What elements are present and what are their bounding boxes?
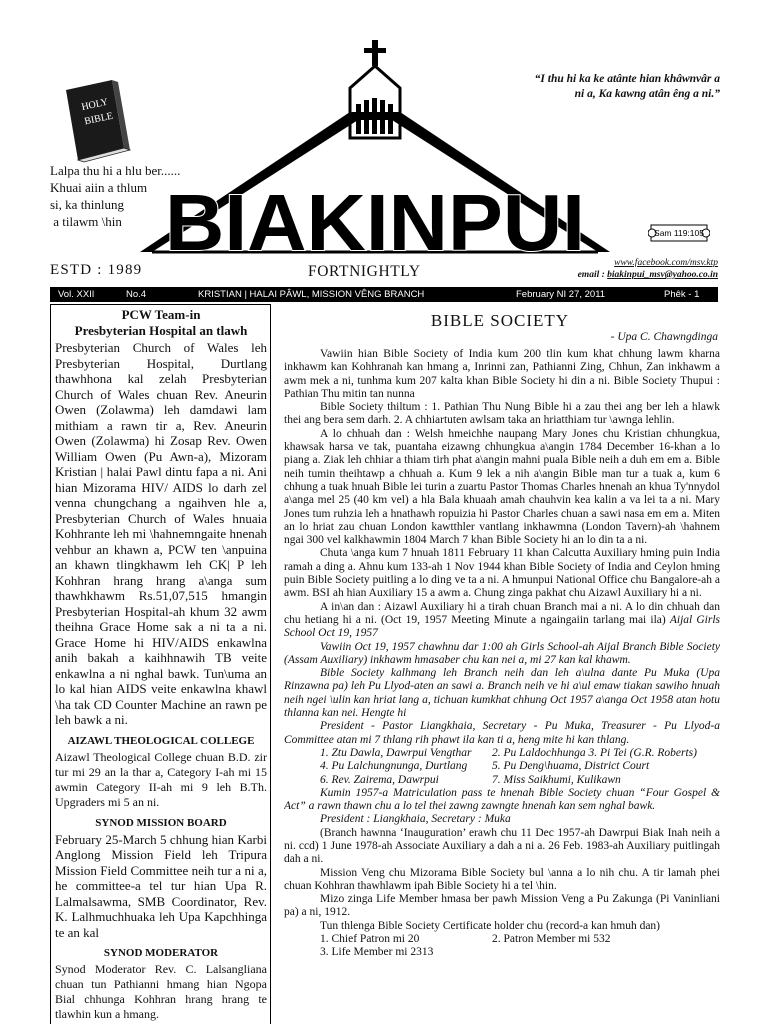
bible-label-2: BIBLE <box>83 110 115 128</box>
motto <box>440 72 720 102</box>
news-body: Synod Moderator Rev. C. Lalsangliana chuan tun Pathianni hmang hian Ngopa Bial chhunga Kohhran hrang hrang te tlawhin kun a hmang. <box>55 962 267 1021</box>
verse-line: a tilawm \hin <box>50 214 122 229</box>
news-body: Presbyterian Church of Wales leh Presbyterian Hospital, Durtlang thawhhona kal zelah Presbyterian Church of Wales chuan Rev. Aneurin Owen (Zolawma) leh damdawi lam mithiam a rawn tir a, Rev. Aneurin Owen (Zolawma) hi Zosap Rev. Owen William Owen (Pu Awn-a), Mizoram Kristian | halai Pawl dintu fapa a ni. Ani hian Mizorama HIV/ AIDS lo darh zel venna chungchang a ngaihven hle a, Presbyterian Church of Wales hnuaia Kohhrante leh mi \hahnemngaite hnenah vehbur an khawn a, PCW ten \anpuina an khawn tlingkhawm leh CK| P leh Kohhran hrang hrang a\anga sum thawhkhawm Rs.51,07,515 hmangin Presbyterian Hospital-ah khum 32 awm theihna Grace Home sak a ni ta a ni. Grace Home hi HIV/AIDS enkawlna anih bakah a kaihhnawih TB veite enkawlna a ni nghal bawk. Tun\uma an lo kal hian AIDS veite enkawlna khawl \ha tak CD Counter Machine an rawn pe leh bawk a ni. <box>55 340 267 727</box>
bible-label-1: HOLY <box>80 96 110 114</box>
news-column <box>50 304 271 1024</box>
paragraph: (Branch hawnna ‘Inauguration’ erawh chu 11 Dec 1957-ah Dawrpui Biak Inah neih a ni. ccd) 1 June 1978-ah Associate Auxiliary a dah a ni a. 26 Feb. 1983-ah Auxiliary puitlingah dah a ni. <box>284 826 720 866</box>
paragraph: President - Pastor Liangkhaia, Secretary - Pu Muka, Treasurer - Pu Llyod-a Committee atan mi 7 thlang rih phawt ila kan ti a, heng mite hi kan thlang. <box>284 720 720 746</box>
member-list-row: 3. Life Member mi 2313 <box>320 946 434 959</box>
paragraph: Tun thlenga Bible Society Certificate holder chu (record-a kan hmuh dan) <box>320 919 661 932</box>
established-year: ESTD : 1989 <box>50 262 143 278</box>
paragraph: Vawiin hian Bible Society of India kum 200 tlin kum khat chhung lawm kharna inkhawm kan Kohhranah kan hmang a, Inrinni zan, Pathianni Zing, Chhun, Zan inkhawm a awm mek a ni, tunhma kum 207 kalta khan Bible Society hi din a ni. Bible Society Thupui : Pathian Thu mitin tan nunna <box>284 348 720 400</box>
paragraph: President : Liangkhaia, Secretary : Muka <box>320 813 511 826</box>
page-number: Phêk - 1 <box>664 289 700 300</box>
website-link[interactable]: www.facebook.com/msv.ktp <box>614 258 718 268</box>
paragraph: A in\an dan : Aizawl Auxiliary hi a tirah chuan Branch mai a ni. A lo din chhuah dan chu hetiang hi a ni. (Oct 19, 1957 Meeting Minute a ngaingaiin tarlang mai ila) Aijal Girls School Oct 19, 1957 <box>284 600 720 640</box>
news-subheading: AIZAWL THEOLOGICAL COLLEGE <box>67 734 255 747</box>
member-list-row: 1. Chief Patron mi 20 2. Patron Member mi 532 <box>320 933 611 946</box>
verse-line: Khuai aiin a thlum <box>50 180 148 195</box>
issue-date: February NI 27, 2011 <box>516 289 606 300</box>
committee-row: 4. Pu Lalchungnunga, Durtlang 5. Pu Deng\huama, District Court <box>320 760 650 773</box>
article-body <box>284 348 720 1024</box>
motto-line-1: “I thu hi ka ke atânte hian khâwnvâr a <box>534 73 720 85</box>
news-body: February 25-March 5 chhung hian Karbi Anglong Mission Field leh Tripura Mission Field Committee neih tur a ni a, he committee-a tel tur hian Upa R. Lalmalsawma, SMB Coordinator, Rev. K. Lalhmuchhuaka leh Upa Kapchhinga te an kal <box>55 831 267 940</box>
contact-info <box>520 257 718 281</box>
news-body: Aizawl Theological College chuan B.D. zir tur mi 29 an la thar a, Category I-ah mi 15 awmin Category II-ah mi 9 leh B.Th. Upgraders mi 5 an ni. <box>55 749 267 809</box>
scroll-icon <box>648 222 710 244</box>
branch-name: KRISTIAN | HALAI PÂWL, MISSION VÊNG BRANCH <box>198 289 425 300</box>
publication-frequency: FORTNIGHTLY <box>308 263 421 280</box>
verse-line: si, ka thinlung <box>50 197 125 212</box>
issue-info-bar <box>50 287 718 302</box>
issue-number: No.4 <box>126 289 147 300</box>
paragraph: Vawiin Oct 19, 1957 chawhnu dar 1:00 ah Girls School-ah Aijal Branch Bible Society (Assam Auxiliary) inkhawm hmasaber chu kan nei a, mi 27 kan kal khawm. <box>284 640 720 666</box>
masthead-title: BIAKINPUI <box>165 178 585 267</box>
motto-line-2: ni a, Ka kawng atân êng a ni.” <box>574 88 720 100</box>
paragraph: Mizo zinga Life Member hmasa ber pawh Mission Veng a Pu Zakunga (Pi Vaninliani pa) a ni, 1912. <box>284 893 720 919</box>
paragraph: Bible Society thiltum : 1. Pathian Thu Nung Bible hi a zau thei ang ber leh a hlawk thei ang bera sem darh. 2. A chhiartuten awlsam taka an hriatthiam tur \awnga lehlin. <box>284 401 720 427</box>
paragraph: Kumin 1957-a Matriculation pass te hnenah Bible Society chuan “Four Gospel & Act” a rawn thawn chu a lo tel thei zawng zawngte hnenah kan sem nghal bawk. <box>284 786 720 813</box>
committee-row: 6. Rev. Zairema, Dawrpui 7. Miss Saikhumi, Kulikawn <box>320 773 621 786</box>
paragraph: Chuta \anga kum 7 hnuah 1811 February 11 khan Calcutta Auxiliary hming puin India ramah a ding a. Ahnu kum 133-ah 1 Nov 1944 khan Bible Society of India and Ceylon hming puin Bible Society puitling a lo ding ve ta a ni. A hmunpui National Office chu Bangalore-ah a awm. BSI ah hian Auxiliary 15 a awm a. Chung zinga pakhat chu Aizawl Auxiliary hi a ni. <box>284 547 720 600</box>
news-heading: PCW Team-in <box>121 307 201 322</box>
email-label: email : <box>577 270 605 280</box>
scroll-reference: Sam 119:105 <box>654 228 704 238</box>
lalpa-verse <box>50 162 230 230</box>
article-byline: - Upa C. Chawngdinga <box>610 331 718 343</box>
news-subheading: SYNOD MODERATOR <box>103 947 219 959</box>
paragraph: Bible Society kalhmang leh Branch neih dan leh a\ulna dante Pu Muka (Upa Rinzawna pa) leh Pu Llyod-aten an sawi a. Branch neih ve hi a\ul emaw tiakan sawiho hnuah neih ngei \ulin kan hriat lang a, tichuan kumkhat chhung Oct 1957 a\anga Oct 1958 atan hotu thlanna kan nei. Hengte hi <box>284 667 720 720</box>
article-title: BIBLE SOCIETY <box>430 311 570 330</box>
holy-bible-icon <box>62 78 132 164</box>
volume: Vol. XXII <box>58 289 95 300</box>
paragraph: A lo chhuah dan : Welsh hmeichhe naupang Mary Jones chu Kristian chhungkua, khawsak harsa ve tak, puantaha eizawng chhungkua a\angin 1784 December 16-khan a lo piang a. Ziak leh chhiar a thiam tirh phat a\angin mahni puala Bible neih a duh em em a. Bible neih tumin theihtawp a chhuah a. Kum 9 lek a nih a\angin Bible man tur a tuak a, kum 6 chhung a tuak hnuah Bible lei turin a zuartu Pastor Thomas Charles hnenah an khua Ty'nnydol a\anga mel 25 (40 km vel) a hla Bala khuaah amah chauhvin kea kalin a va lei ta a ni. Mary Jones tum ruhzia leh a hnathawh ropuizia hi Pastor Charles chuan a sawi nasa em em a. Miten an lo hriat zau chuan London kawtthler vantlang inkhawmna (London Tavern)-ah \hahnem ngai 300 vel kalkhawmin 1804 March 7 khan Bible Society hi an lo din ta a ni. <box>284 427 720 547</box>
verse-line: Lalpa thu hi a hlu ber...... <box>50 163 181 178</box>
email-link[interactable]: biakinpui_msv@yahoo.co.in <box>607 270 718 280</box>
committee-row: 1. Ztu Dawla, Dawrpui Vengthar 2. Pu Laldochhunga 3. Pi Tei (G.R. Roberts) <box>320 746 697 759</box>
news-subheading: SYNOD MISSION BOARD <box>95 816 227 829</box>
news-heading: Presbyterian Hospital an tlawh <box>74 322 248 338</box>
paragraph: Mission Veng chu Mizorama Bible Society bul \anna a lo nih chu. A tir lamah phei chuan Kohhran thawhlawm ipah Bible Society hi a tel \hin. <box>284 866 720 892</box>
